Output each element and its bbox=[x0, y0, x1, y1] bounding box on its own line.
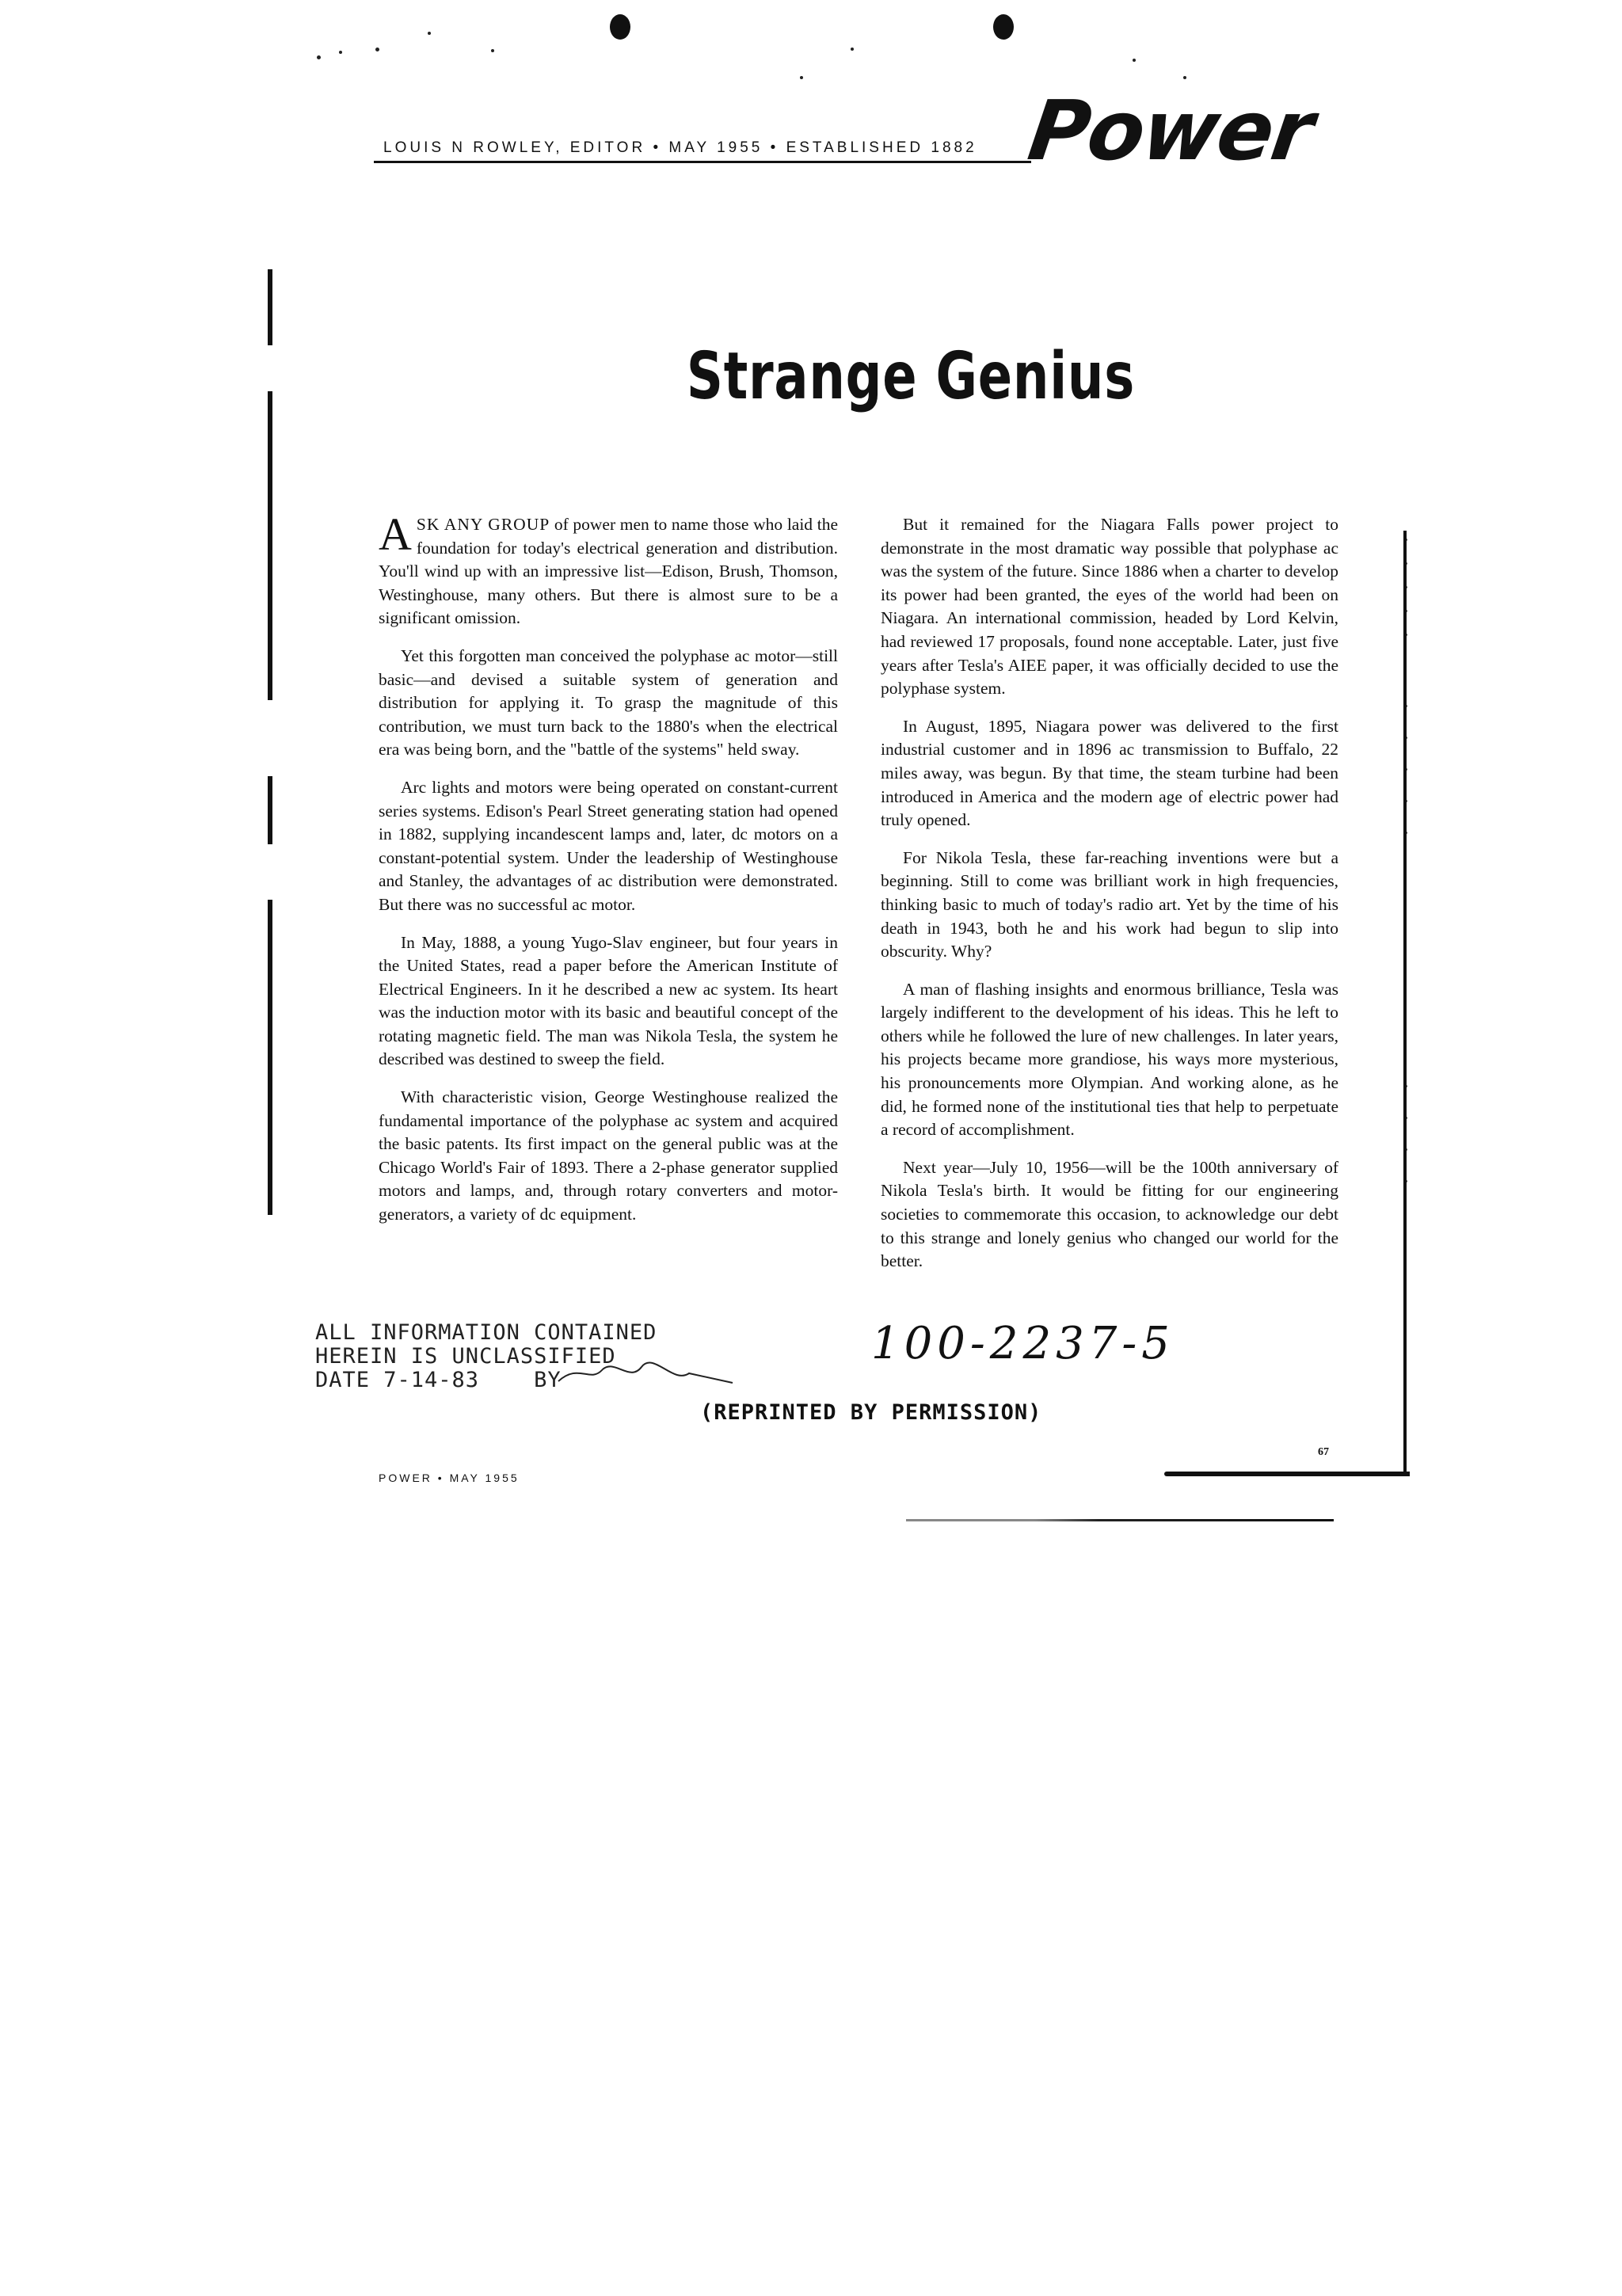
stamp-line: HEREIN IS UNCLASSIFIED bbox=[315, 1344, 616, 1369]
page-number: 67 bbox=[1318, 1446, 1329, 1458]
masthead-rule bbox=[374, 161, 1031, 163]
article-column-left bbox=[379, 508, 838, 1241]
article-paragraph: In May, 1888, a young Yugo-Slav engineer, but four years in the United States, read a paper before the American Institute of Electrical Engineers. In it he described a new ac system. Its heart was the induction motor with its basic and beautiful concept of the rotating magnetic field. The man was Nikola Tesla, the system he described was destined to sweep the field. bbox=[379, 932, 838, 1069]
lead-small-caps: SK ANY GROUP bbox=[416, 515, 550, 534]
page-footer: POWER • MAY 1955 bbox=[379, 1472, 520, 1484]
bottom-thick-rule bbox=[1164, 1472, 1410, 1476]
article-paragraph bbox=[379, 508, 838, 630]
reprint-note: (REPRINTED BY PERMISSION) bbox=[700, 1400, 1042, 1425]
speck bbox=[375, 48, 379, 51]
punch-hole-right bbox=[993, 14, 1014, 40]
margin-bar bbox=[268, 776, 272, 844]
speck bbox=[428, 32, 431, 35]
punch-hole-left bbox=[610, 14, 630, 40]
stamp-line: DATE 7-14-83 BY bbox=[315, 1368, 562, 1392]
speck bbox=[1133, 59, 1136, 62]
power-logo: Power bbox=[1022, 82, 1319, 179]
margin-bar bbox=[268, 269, 272, 345]
margin-bar bbox=[268, 900, 272, 1215]
article-paragraph: But it remained for the Niagara Falls power project to demonstrate in the most dramatic way possible that polyphase ac was the system of the future. Since 1886 when a charter to develop its power had been granted, the eyes of the world had been on Niagara. An international commission, headed by Lord Kelvin, had reviewed 17 proposals, found none acceptable. Later, just five years after Tesla's AIEE paper, it was officially decided to use the polyphase system. bbox=[881, 515, 1338, 699]
stamp-signature bbox=[554, 1359, 737, 1391]
article-paragraph: A man of flashing insights and enormous brilliance, Tesla was largely indifferent to the development of his ideas. This he left to others while he followed the lure of new challenges. In later years, his projects became more grandiose, his ways more mysterious, his pronouncements more Olympian. And working alone, as he did, he formed none of the institutional ties that help to perpetuate a record of accomplishment. bbox=[881, 979, 1338, 1140]
stamp-line: ALL INFORMATION CONTAINED bbox=[315, 1320, 657, 1345]
margin-bar bbox=[268, 391, 272, 700]
speck bbox=[851, 48, 854, 51]
article-paragraph: With characteristic vision, George Westinghouse realized the fundamental importance of the polyphase ac system and acquired the basic patents. Its first impact on the general public was at the Chicago World's Fair of 1893. There a 2-phase generator supplied motors and lamps, and, through rotary converters and motor-generators, a variety of dc equipment. bbox=[379, 1087, 838, 1224]
bottom-scan-rule bbox=[906, 1519, 1334, 1521]
article-paragraph: Arc lights and motors were being operated on constant-current series systems. Edison's Pearl Street generating station had opened in 1882, supplying incandescent lamps and, later, dc motors on a constant-potential system. Under the leadership of Westinghouse and Stanley, the advantages of ac distribution were demonstrated. But there was no successful ac motor. bbox=[379, 777, 838, 914]
drop-cap: A bbox=[379, 508, 412, 560]
article-paragraph: In August, 1895, Niagara power was delivered to the first industrial customer and in 1896 ac transmission to Buffalo, 22 miles away, was begun. By that time, the steam turbine had been introduced in America and the modern age of electric power had truly opened. bbox=[881, 716, 1338, 830]
lead-text: of power men to name those who laid the foundation for today's electrical generation and distribution. You'll wind up with an impressive list—Edison, Brush, Thomson, Westinghouse, many others. But there is almost sure to be a significant omission. bbox=[379, 515, 838, 628]
article-paragraph: For Nikola Tesla, these far-reaching inventions were but a beginning. Still to come was brilliant work in high frequencies, thinking basic to much of today's radio art. Yet by the time of his death in 1943, both he and his work had begun to slip into obscurity. Why? bbox=[881, 847, 1338, 961]
article-paragraph: Yet this forgotten man conceived the polyphase ac motor—still basic—and devised a suitable system of generation and distribution for applying it. To grasp the magnitude of this contribution, we must turn back to the 1880's when the electrical era was being born, and the "battle of the systems" held sway. bbox=[379, 645, 838, 760]
speck bbox=[800, 76, 803, 79]
masthead-text: LOUIS N ROWLEY, EDITOR • MAY 1955 • ESTABLISHED 1882 bbox=[383, 139, 977, 156]
article-title: Strange Genius bbox=[686, 339, 1136, 414]
speck bbox=[317, 55, 321, 59]
article-column-right bbox=[881, 513, 1338, 1288]
speck bbox=[1183, 76, 1186, 79]
handwritten-file-number: 100-2237-5 bbox=[871, 1318, 1175, 1369]
article-paragraph: Next year—July 10, 1956—will be the 100th anniversary of Nikola Tesla's birth. It would be fitting for our engineering societies to commemorate this occasion, to acknowledge our debt to this strange and lonely genius who changed our world for the better. bbox=[881, 1157, 1338, 1271]
speck bbox=[339, 51, 342, 54]
speck bbox=[491, 49, 494, 52]
right-vertical-rule bbox=[1403, 531, 1407, 1475]
